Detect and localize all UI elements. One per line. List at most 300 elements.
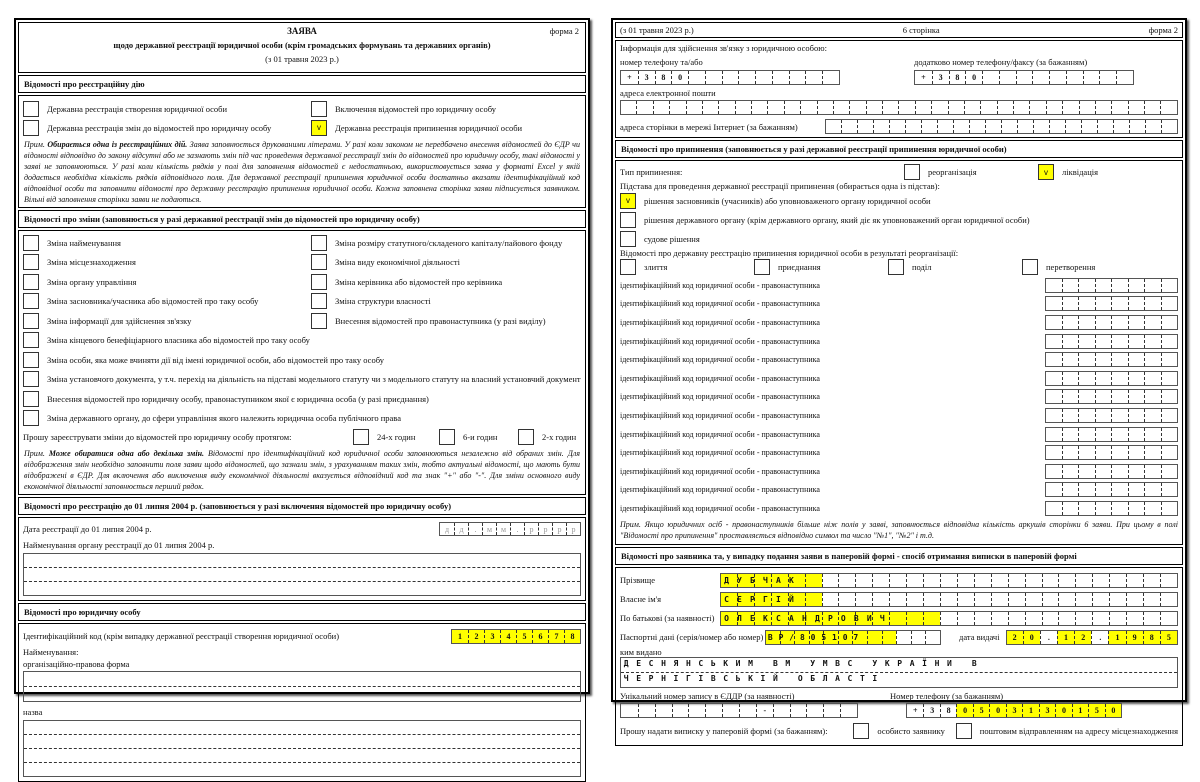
- char-cell[interactable]: [358, 672, 374, 686]
- char-cell[interactable]: [342, 568, 358, 581]
- char-cell[interactable]: [823, 704, 840, 717]
- char-cell[interactable]: [215, 721, 231, 734]
- char-cell[interactable]: [533, 568, 549, 581]
- char-cell[interactable]: [358, 687, 374, 701]
- char-cell[interactable]: [119, 582, 135, 595]
- char-cell[interactable]: 1: [1072, 704, 1088, 717]
- char-cell[interactable]: [1160, 612, 1177, 625]
- char-cell[interactable]: [389, 568, 405, 581]
- char-cell[interactable]: [1030, 673, 1046, 687]
- char-cell[interactable]: [246, 582, 262, 595]
- char-cell[interactable]: [788, 593, 805, 606]
- char-cell[interactable]: р: [538, 523, 552, 535]
- char-cell[interactable]: [773, 704, 790, 717]
- char-cell[interactable]: [1049, 71, 1066, 84]
- char-cell[interactable]: [921, 120, 937, 133]
- char-cell[interactable]: [24, 721, 40, 734]
- char-cell[interactable]: [119, 763, 135, 776]
- char-cell[interactable]: [564, 672, 580, 686]
- char-cell[interactable]: [654, 673, 670, 687]
- char-cell[interactable]: [981, 673, 997, 687]
- char-cell[interactable]: [421, 763, 437, 776]
- char-cell[interactable]: 8: [564, 630, 580, 643]
- char-cell[interactable]: [326, 582, 342, 595]
- checkbox[interactable]: [311, 254, 327, 270]
- char-cell[interactable]: [294, 672, 310, 686]
- char-cell[interactable]: [56, 749, 72, 762]
- change-option[interactable]: [19, 409, 585, 429]
- char-cell[interactable]: [1078, 279, 1095, 292]
- checkbox[interactable]: [311, 101, 327, 117]
- char-cell[interactable]: [1095, 502, 1112, 515]
- char-cell[interactable]: [1128, 673, 1144, 687]
- checkbox[interactable]: [23, 410, 39, 426]
- char-cell[interactable]: [183, 763, 199, 776]
- char-cell[interactable]: [1062, 428, 1079, 441]
- char-cell[interactable]: [1095, 446, 1112, 459]
- char-cell[interactable]: [1128, 316, 1145, 329]
- char-cell[interactable]: [231, 582, 247, 595]
- char-cell[interactable]: [752, 673, 768, 687]
- char-cell[interactable]: [873, 120, 889, 133]
- char-cell[interactable]: [1092, 612, 1109, 625]
- char-cell[interactable]: [789, 71, 806, 84]
- char-cell[interactable]: [278, 582, 294, 595]
- char-cell[interactable]: [533, 749, 549, 762]
- char-cell[interactable]: [72, 763, 88, 776]
- char-cell[interactable]: [40, 721, 56, 734]
- char-cell[interactable]: [1030, 658, 1046, 672]
- char-cell[interactable]: [421, 687, 437, 701]
- char-cell[interactable]: 5: [516, 630, 532, 643]
- char-cell[interactable]: [40, 554, 56, 567]
- char-cell[interactable]: [923, 612, 940, 625]
- checkbox[interactable]: [23, 391, 39, 407]
- char-cell[interactable]: [167, 687, 183, 701]
- char-cell[interactable]: [1144, 335, 1161, 348]
- char-cell[interactable]: [151, 735, 167, 748]
- char-cell[interactable]: [548, 721, 564, 734]
- char-cell[interactable]: [533, 687, 549, 701]
- char-cell[interactable]: [1062, 297, 1079, 310]
- char-cell[interactable]: [1078, 297, 1095, 310]
- char-cell[interactable]: [840, 704, 857, 717]
- char-cell[interactable]: [24, 672, 40, 686]
- char-cell[interactable]: [310, 568, 326, 581]
- char-cell[interactable]: [183, 554, 199, 567]
- char-cell[interactable]: [262, 749, 278, 762]
- char-cell[interactable]: [721, 574, 737, 587]
- char-cell[interactable]: [374, 749, 390, 762]
- successor-code-field[interactable]: [1045, 371, 1178, 386]
- char-cell[interactable]: [940, 593, 957, 606]
- char-cell[interactable]: [469, 582, 485, 595]
- char-cell[interactable]: [389, 763, 405, 776]
- char-cell[interactable]: [151, 672, 167, 686]
- char-cell[interactable]: [1078, 316, 1095, 329]
- char-cell[interactable]: [326, 687, 342, 701]
- char-cell[interactable]: [389, 687, 405, 701]
- char-cell[interactable]: [501, 568, 517, 581]
- char-cell[interactable]: [437, 735, 453, 748]
- char-cell[interactable]: [1095, 673, 1111, 687]
- char-cell[interactable]: [1062, 101, 1078, 114]
- successor-code-field[interactable]: [1045, 296, 1178, 311]
- checkbox[interactable]: [311, 313, 327, 329]
- char-cell[interactable]: [294, 554, 310, 567]
- first-name-field[interactable]: [720, 592, 1178, 607]
- char-cell[interactable]: [517, 554, 533, 567]
- char-cell[interactable]: [517, 582, 533, 595]
- basis-option-state-organ[interactable]: [620, 210, 1178, 229]
- char-cell[interactable]: [374, 568, 390, 581]
- char-cell[interactable]: [231, 763, 247, 776]
- char-cell[interactable]: [183, 749, 199, 762]
- char-cell[interactable]: [88, 582, 104, 595]
- char-cell[interactable]: .: [510, 523, 524, 535]
- char-cell[interactable]: [469, 749, 485, 762]
- char-cell[interactable]: [421, 672, 437, 686]
- char-cell[interactable]: [215, 568, 231, 581]
- char-cell[interactable]: [517, 687, 533, 701]
- char-cell[interactable]: [199, 687, 215, 701]
- char-cell[interactable]: [1128, 335, 1145, 348]
- change-option[interactable]: [19, 272, 307, 292]
- char-cell[interactable]: [358, 721, 374, 734]
- char-cell[interactable]: [310, 763, 326, 776]
- change-option[interactable]: [19, 311, 307, 331]
- char-cell[interactable]: [421, 554, 437, 567]
- char-cell[interactable]: [389, 735, 405, 748]
- char-cell[interactable]: [358, 582, 374, 595]
- char-cell[interactable]: [183, 568, 199, 581]
- char-cell[interactable]: [1008, 612, 1025, 625]
- char-cell[interactable]: [231, 568, 247, 581]
- checkbox[interactable]: [23, 313, 39, 329]
- char-cell[interactable]: [294, 735, 310, 748]
- char-cell[interactable]: м: [496, 523, 510, 535]
- char-cell[interactable]: [1062, 353, 1079, 366]
- char-cell[interactable]: [548, 672, 564, 686]
- char-cell[interactable]: [737, 593, 754, 606]
- change-option[interactable]: [19, 350, 585, 370]
- char-cell[interactable]: [1128, 428, 1145, 441]
- char-cell[interactable]: 2: [468, 630, 484, 643]
- char-cell[interactable]: [88, 687, 104, 701]
- char-cell[interactable]: [1111, 372, 1128, 385]
- char-cell[interactable]: [841, 120, 857, 133]
- char-cell[interactable]: [342, 721, 358, 734]
- email-field[interactable]: [620, 100, 1178, 115]
- checkbox[interactable]: [311, 274, 327, 290]
- char-cell[interactable]: [737, 574, 754, 587]
- char-cell[interactable]: [703, 673, 719, 687]
- char-cell[interactable]: [246, 687, 262, 701]
- char-cell[interactable]: [937, 120, 953, 133]
- char-cell[interactable]: 1: [1057, 631, 1074, 644]
- char-cell[interactable]: [1095, 428, 1112, 441]
- char-cell[interactable]: [686, 101, 702, 114]
- char-cell[interactable]: [766, 631, 780, 644]
- issued-by-field[interactable]: [620, 657, 1178, 688]
- char-cell[interactable]: [469, 687, 485, 701]
- char-cell[interactable]: [564, 735, 580, 748]
- char-cell[interactable]: [670, 658, 686, 672]
- char-cell[interactable]: [838, 612, 855, 625]
- char-cell[interactable]: [1111, 465, 1128, 478]
- char-cell[interactable]: [1046, 446, 1062, 459]
- char-cell[interactable]: [135, 672, 151, 686]
- char-cell[interactable]: [215, 554, 231, 567]
- char-cell[interactable]: 0: [1023, 631, 1040, 644]
- char-cell[interactable]: [485, 672, 501, 686]
- char-cell[interactable]: [905, 120, 921, 133]
- char-cell[interactable]: [231, 672, 247, 686]
- char-cell[interactable]: [72, 582, 88, 595]
- term-24h-checkbox[interactable]: [353, 429, 369, 445]
- reg-option-termination[interactable]: [307, 118, 526, 137]
- char-cell[interactable]: [857, 120, 873, 133]
- char-cell[interactable]: [88, 672, 104, 686]
- char-cell[interactable]: [1111, 409, 1128, 422]
- char-cell[interactable]: [999, 71, 1016, 84]
- char-cell[interactable]: 3: [1006, 704, 1022, 717]
- change-option[interactable]: [19, 331, 585, 351]
- char-cell[interactable]: [1062, 372, 1079, 385]
- char-cell[interactable]: [501, 749, 517, 762]
- char-cell[interactable]: [119, 735, 135, 748]
- char-cell[interactable]: [246, 554, 262, 567]
- char-cell[interactable]: 2: [1007, 631, 1023, 644]
- char-cell[interactable]: [638, 704, 655, 717]
- char-cell[interactable]: [374, 672, 390, 686]
- char-cell[interactable]: [1144, 483, 1161, 496]
- char-cell[interactable]: [358, 554, 374, 567]
- char-cell[interactable]: [167, 721, 183, 734]
- char-cell[interactable]: [1013, 101, 1029, 114]
- char-cell[interactable]: 3: [923, 704, 939, 717]
- char-cell[interactable]: [754, 574, 771, 587]
- char-cell[interactable]: [719, 673, 735, 687]
- char-cell[interactable]: [931, 101, 947, 114]
- char-cell[interactable]: [1095, 372, 1112, 385]
- char-cell[interactable]: [1095, 390, 1112, 403]
- char-cell[interactable]: [453, 763, 469, 776]
- char-cell[interactable]: [405, 687, 421, 701]
- char-cell[interactable]: [183, 672, 199, 686]
- char-cell[interactable]: [906, 593, 923, 606]
- char-cell[interactable]: [405, 554, 421, 567]
- char-cell[interactable]: [1161, 120, 1177, 133]
- passport-field[interactable]: [765, 630, 941, 645]
- char-cell[interactable]: [1078, 409, 1095, 422]
- char-cell[interactable]: [768, 658, 784, 672]
- char-cell[interactable]: [669, 101, 685, 114]
- char-cell[interactable]: 0: [1055, 704, 1071, 717]
- char-cell[interactable]: [974, 612, 991, 625]
- char-cell[interactable]: [56, 672, 72, 686]
- char-cell[interactable]: [1145, 120, 1161, 133]
- char-cell[interactable]: [1099, 71, 1116, 84]
- char-cell[interactable]: [794, 631, 809, 644]
- char-cell[interactable]: [1062, 390, 1079, 403]
- char-cell[interactable]: [103, 672, 119, 686]
- successor-code-field[interactable]: [1045, 352, 1178, 367]
- char-cell[interactable]: 9: [1126, 631, 1143, 644]
- char-cell[interactable]: [548, 582, 564, 595]
- char-cell[interactable]: [56, 763, 72, 776]
- char-cell[interactable]: [872, 593, 889, 606]
- char-cell[interactable]: [906, 574, 923, 587]
- char-cell[interactable]: [135, 687, 151, 701]
- char-cell[interactable]: [940, 574, 957, 587]
- char-cell[interactable]: 0: [965, 71, 982, 84]
- char-cell[interactable]: [262, 582, 278, 595]
- char-cell[interactable]: [151, 763, 167, 776]
- char-cell[interactable]: [1160, 593, 1177, 606]
- successor-code-field[interactable]: [1045, 315, 1178, 330]
- char-cell[interactable]: [262, 687, 278, 701]
- char-cell[interactable]: [867, 631, 882, 644]
- char-cell[interactable]: [980, 101, 996, 114]
- char-cell[interactable]: [637, 673, 653, 687]
- char-cell[interactable]: [564, 582, 580, 595]
- char-cell[interactable]: [72, 568, 88, 581]
- char-cell[interactable]: [1046, 353, 1062, 366]
- char-cell[interactable]: [72, 721, 88, 734]
- char-cell[interactable]: [24, 687, 40, 701]
- char-cell[interactable]: [991, 593, 1008, 606]
- char-cell[interactable]: [167, 763, 183, 776]
- char-cell[interactable]: [1014, 658, 1030, 672]
- char-cell[interactable]: [199, 735, 215, 748]
- char-cell[interactable]: [56, 721, 72, 734]
- char-cell[interactable]: [1046, 279, 1062, 292]
- char-cell[interactable]: [1160, 101, 1176, 114]
- char-cell[interactable]: [823, 631, 838, 644]
- char-cell[interactable]: [1079, 101, 1095, 114]
- checkbox[interactable]: [620, 231, 636, 247]
- char-cell[interactable]: [965, 658, 981, 672]
- char-cell[interactable]: [469, 568, 485, 581]
- char-cell[interactable]: [1161, 279, 1178, 292]
- change-option[interactable]: [307, 253, 464, 273]
- char-cell[interactable]: [485, 568, 501, 581]
- char-cell[interactable]: [548, 554, 564, 567]
- char-cell[interactable]: [1075, 574, 1092, 587]
- char-cell[interactable]: [621, 658, 637, 672]
- char-cell[interactable]: [294, 749, 310, 762]
- char-cell[interactable]: [453, 749, 469, 762]
- char-cell[interactable]: [533, 763, 549, 776]
- identification-code-field[interactable]: [451, 629, 581, 644]
- char-cell[interactable]: [771, 612, 788, 625]
- checkbox[interactable]: [23, 120, 39, 136]
- char-cell[interactable]: [1161, 316, 1178, 329]
- registration-date-field[interactable]: [439, 522, 581, 536]
- char-cell[interactable]: [310, 672, 326, 686]
- char-cell[interactable]: [889, 612, 906, 625]
- char-cell[interactable]: [705, 704, 722, 717]
- char-cell[interactable]: [1111, 390, 1128, 403]
- char-cell[interactable]: [1128, 446, 1145, 459]
- char-cell[interactable]: [1144, 502, 1161, 515]
- char-cell[interactable]: [183, 721, 199, 734]
- char-cell[interactable]: [1095, 658, 1111, 672]
- char-cell[interactable]: [1112, 658, 1128, 672]
- char-cell[interactable]: [231, 721, 247, 734]
- char-cell[interactable]: [1126, 612, 1143, 625]
- char-cell[interactable]: [231, 749, 247, 762]
- checkbox[interactable]: [23, 274, 39, 290]
- successor-code-field[interactable]: [1045, 408, 1178, 423]
- char-cell[interactable]: [1079, 673, 1095, 687]
- reg-option-create[interactable]: [19, 99, 307, 118]
- char-cell[interactable]: [199, 568, 215, 581]
- char-cell[interactable]: [485, 582, 501, 595]
- char-cell[interactable]: [737, 612, 754, 625]
- char-cell[interactable]: [1046, 409, 1062, 422]
- char-cell[interactable]: [784, 101, 800, 114]
- char-cell[interactable]: 8: [949, 71, 966, 84]
- char-cell[interactable]: [1063, 673, 1079, 687]
- char-cell[interactable]: [752, 658, 768, 672]
- char-cell[interactable]: [1014, 673, 1030, 687]
- char-cell[interactable]: [974, 574, 991, 587]
- char-cell[interactable]: [911, 631, 926, 644]
- char-cell[interactable]: [199, 721, 215, 734]
- char-cell[interactable]: [342, 687, 358, 701]
- char-cell[interactable]: [801, 673, 817, 687]
- char-cell[interactable]: [906, 612, 923, 625]
- successor-code-field[interactable]: [1045, 427, 1178, 442]
- char-cell[interactable]: [135, 554, 151, 567]
- char-cell[interactable]: [1111, 353, 1128, 366]
- char-cell[interactable]: [801, 658, 817, 672]
- char-cell[interactable]: [923, 593, 940, 606]
- char-cell[interactable]: [1144, 409, 1161, 422]
- char-cell[interactable]: [1095, 409, 1112, 422]
- char-cell[interactable]: [1111, 502, 1128, 515]
- char-cell[interactable]: [262, 554, 278, 567]
- char-cell[interactable]: [1161, 409, 1178, 422]
- char-cell[interactable]: 6: [532, 630, 548, 643]
- char-cell[interactable]: [1029, 101, 1045, 114]
- char-cell[interactable]: [965, 673, 981, 687]
- char-cell[interactable]: [294, 763, 310, 776]
- char-cell[interactable]: [957, 612, 974, 625]
- char-cell[interactable]: [40, 582, 56, 595]
- char-cell[interactable]: [326, 763, 342, 776]
- char-cell[interactable]: [957, 574, 974, 587]
- char-cell[interactable]: [1046, 372, 1062, 385]
- char-cell[interactable]: [1144, 372, 1161, 385]
- char-cell[interactable]: [199, 763, 215, 776]
- char-cell[interactable]: [326, 554, 342, 567]
- successor-code-field[interactable]: [1045, 278, 1178, 293]
- char-cell[interactable]: [374, 735, 390, 748]
- char-cell[interactable]: [805, 593, 822, 606]
- char-cell[interactable]: [405, 763, 421, 776]
- issue-date-field[interactable]: [1006, 630, 1178, 645]
- char-cell[interactable]: [800, 101, 816, 114]
- char-cell[interactable]: [1128, 390, 1145, 403]
- char-cell[interactable]: [1161, 297, 1178, 310]
- char-cell[interactable]: [469, 672, 485, 686]
- char-cell[interactable]: [501, 582, 517, 595]
- char-cell[interactable]: [421, 568, 437, 581]
- char-cell[interactable]: [621, 101, 636, 114]
